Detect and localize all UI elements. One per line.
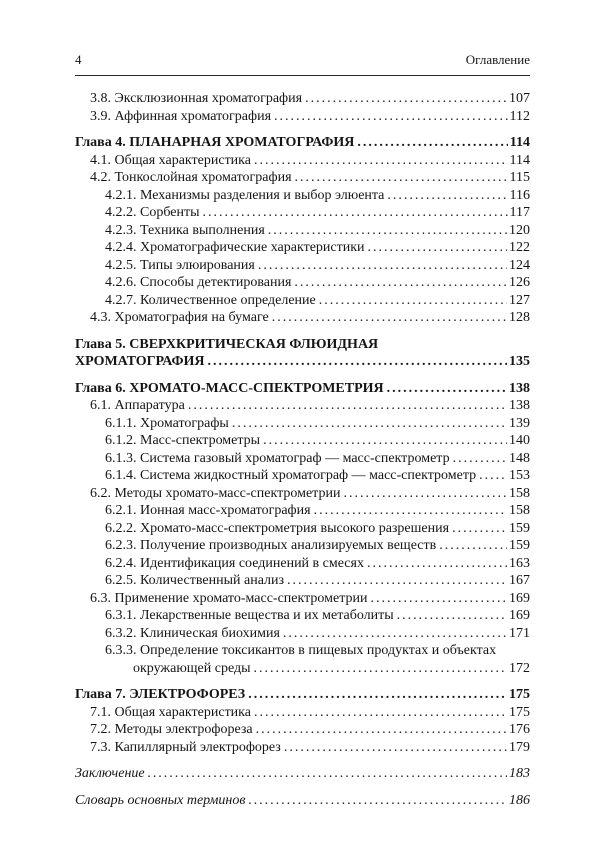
dot-leader <box>268 222 507 240</box>
dot-leader <box>283 625 507 643</box>
toc-entry-page: 127 <box>509 292 530 308</box>
toc-entry <box>75 380 530 398</box>
dot-leader <box>248 686 507 704</box>
toc-entry-label: 4.1. Общая характеристика <box>90 152 251 168</box>
toc-entry-label: 7.1. Общая характеристика <box>90 704 251 720</box>
toc-entry <box>75 292 530 310</box>
dot-leader <box>367 555 507 573</box>
toc-entry-label: 6.3. Применение хромато-масс-спектрометрии <box>90 590 368 606</box>
toc-entry-label: 4.2.5. Типы элюирования <box>105 257 255 273</box>
toc-entry-label: 6.1.1. Хроматографы <box>105 415 229 431</box>
toc-entry-page: 128 <box>509 310 530 325</box>
dot-leader <box>305 90 507 108</box>
dot-leader <box>203 204 508 222</box>
toc-entry <box>75 108 530 126</box>
toc-entry <box>75 660 530 678</box>
dot-leader <box>387 187 507 205</box>
toc-entry-page: 169 <box>509 608 530 623</box>
dot-leader <box>188 397 507 415</box>
toc-entry-label: 4.2. Тонкослойная хроматография <box>90 170 292 185</box>
toc-entry-page: 115 <box>509 170 530 185</box>
toc-entry-label: 7.3. Капиллярный электрофорез <box>90 739 281 755</box>
toc-entry-label: 6.3.1. Лекарственные вещества и их метаболиты <box>105 608 394 623</box>
toc-entry <box>75 625 530 643</box>
toc-entry-label: 3.9. Аффинная хроматография <box>90 108 272 124</box>
toc-entry <box>75 765 530 783</box>
toc-entry-page: 175 <box>509 704 530 720</box>
dot-leader <box>254 152 508 170</box>
dot-leader <box>453 450 507 468</box>
toc-entry-label: 6.1.3. Система газовый хроматограф — масс-спектрометр <box>105 450 450 466</box>
toc-entry-label: Глава 5. СВЕРХКРИТИЧЕСКАЯ ФЛЮИДНАЯ <box>75 336 379 352</box>
toc-entry-page: 176 <box>509 722 530 737</box>
toc-entry <box>75 336 530 354</box>
dot-leader <box>368 239 507 257</box>
dot-leader <box>256 721 507 739</box>
toc-entry <box>75 222 530 240</box>
toc-entry-label: окружающей среды <box>133 660 251 676</box>
toc-entry-page: 148 <box>509 450 530 466</box>
toc-entry-page: 124 <box>509 257 530 273</box>
toc-entry <box>75 450 530 468</box>
dot-leader <box>232 415 507 433</box>
toc-entry <box>75 239 530 257</box>
toc-entry-page: 169 <box>509 590 530 606</box>
toc-entry-label: 6.1.4. Система жидкостный хроматограф — масс-спектрометр <box>105 468 477 483</box>
toc-entry <box>75 704 530 722</box>
toc-entry <box>75 152 530 170</box>
toc-entry-page: 112 <box>509 108 530 124</box>
toc-entry-label: Глава 4. ПЛАНАРНАЯ ХРОМАТОГРАФИЯ <box>75 135 355 150</box>
toc-entry-label: 6.1. Аппаратура <box>90 398 185 413</box>
page-header <box>75 52 530 76</box>
dot-leader <box>319 292 507 310</box>
toc-entry-page: 159 <box>509 520 530 536</box>
toc-entry-page: 163 <box>509 555 530 571</box>
dot-leader <box>148 765 507 783</box>
running-head: Оглавление <box>465 52 530 67</box>
dot-leader <box>284 739 507 757</box>
toc-entry-label: 6.2.3. Получение производных анализируемых веществ <box>105 538 437 553</box>
dot-leader <box>357 134 507 152</box>
toc-entry-label: Глава 6. ХРОМАТО-МАСС-СПЕКТРОМЕТРИЯ <box>75 380 384 396</box>
toc-entry-label: 4.3. Хроматография на бумаге <box>90 310 269 325</box>
toc-entry <box>75 792 530 810</box>
toc-entry <box>75 204 530 222</box>
toc-entry-page: 135 <box>509 354 530 369</box>
toc-entry-page: 153 <box>509 468 530 483</box>
toc-entry <box>75 397 530 415</box>
toc-entry-page: 183 <box>509 766 530 781</box>
toc-entry-page: 140 <box>509 433 530 448</box>
toc-entry <box>75 520 530 538</box>
toc-entry-label: 6.2.5. Количественный анализ <box>105 573 285 588</box>
toc-entry-page: 126 <box>509 275 530 290</box>
dot-leader <box>208 353 507 371</box>
toc-entry <box>75 721 530 739</box>
toc-entry-label: 6.1.2. Масс-спектрометры <box>105 433 261 448</box>
dot-leader <box>248 792 507 810</box>
dot-leader <box>295 169 508 187</box>
toc-entry <box>75 432 530 450</box>
toc-entry-label: 6.2.4. Идентификация соединений в смесях <box>105 555 364 571</box>
toc-list <box>75 90 530 809</box>
dot-leader <box>254 660 507 678</box>
page-number: 4 <box>75 52 82 67</box>
toc-entry-page: 107 <box>509 91 530 106</box>
toc-entry-page: 158 <box>509 485 530 501</box>
dot-leader <box>254 704 507 722</box>
dot-leader <box>439 537 507 555</box>
dot-leader <box>258 257 507 275</box>
dot-leader <box>452 520 507 538</box>
dot-leader <box>263 432 507 450</box>
dot-leader <box>397 607 507 625</box>
toc-entry-page: 116 <box>509 187 530 203</box>
toc-entry <box>75 537 530 555</box>
toc-entry-label: 6.2. Методы хромато-масс-спектрометрии <box>90 485 341 501</box>
toc-entry-page: 138 <box>509 398 530 413</box>
toc-entry-label: 6.2.2. Хромато-масс-спектрометрия высокого разрешения <box>105 520 450 536</box>
toc-entry <box>75 187 530 205</box>
toc-entry-label: 4.2.4. Хроматографические характеристики <box>105 240 365 255</box>
toc-entry-label: 3.8. Эксклюзионная хроматография <box>90 91 303 106</box>
toc-entry-label: 4.2.7. Количественное определение <box>105 292 316 308</box>
toc-entry <box>75 134 530 152</box>
toc-entry-label: 4.2.6. Способы детектирования <box>105 275 292 290</box>
toc-entry <box>75 555 530 573</box>
toc-entry <box>75 485 530 503</box>
toc-entry <box>75 467 530 485</box>
toc-entry-page: 171 <box>509 625 530 641</box>
toc-entry <box>75 590 530 608</box>
toc-entry-page: 114 <box>509 152 530 168</box>
toc-entry-page: 117 <box>509 205 530 220</box>
toc-entry-page: 114 <box>509 135 530 150</box>
toc-entry-page: 138 <box>509 380 530 396</box>
toc-entry <box>75 274 530 292</box>
dot-leader <box>387 380 507 398</box>
toc-entry-label: Заключение <box>75 766 145 781</box>
toc-entry <box>75 169 530 187</box>
toc-entry-label: 4.2.2. Сорбенты <box>105 205 200 220</box>
toc-entry-label: 6.3.3. Определение токсикантов в пищевых продуктах и объектах <box>105 643 497 658</box>
toc-entry <box>75 642 530 660</box>
toc-entry <box>75 309 530 327</box>
toc-entry-page: 120 <box>509 222 530 238</box>
toc-entry <box>75 353 530 371</box>
toc-entry-page: 172 <box>509 660 530 676</box>
dot-leader <box>343 485 507 503</box>
toc-entry <box>75 607 530 625</box>
toc-entry <box>75 90 530 108</box>
dot-leader <box>287 572 507 590</box>
toc-entry-label: 4.2.1. Механизмы разделения и выбор элюента <box>105 187 385 203</box>
dot-leader <box>274 108 508 126</box>
toc-entry-page: 167 <box>509 573 530 588</box>
toc-entry-page: 159 <box>509 538 530 553</box>
dot-leader <box>272 309 507 327</box>
toc-entry-page: 179 <box>509 739 530 755</box>
toc-entry-label: 7.2. Методы электрофореза <box>90 722 253 737</box>
toc-entry <box>75 739 530 757</box>
toc-entry <box>75 257 530 275</box>
toc-entry <box>75 572 530 590</box>
toc-entry <box>75 502 530 520</box>
toc-entry <box>75 415 530 433</box>
toc-entry-label: 6.2.1. Ионная масс-хроматография <box>105 503 311 518</box>
toc-entry-label: ХРОМАТОГРАФИЯ <box>75 354 205 369</box>
dot-leader <box>314 502 507 520</box>
dot-leader <box>294 274 507 292</box>
toc-entry-label: Словарь основных терминов <box>75 792 246 808</box>
toc-entry-label: 6.3.2. Клиническая биохимия <box>105 625 280 641</box>
toc-entry-page: 186 <box>509 792 530 808</box>
dot-leader <box>479 467 507 485</box>
toc-entry <box>75 686 530 704</box>
dot-leader <box>371 590 508 608</box>
toc-entry-label: Глава 7. ЭЛЕКТРОФОРЕЗ <box>75 687 246 702</box>
toc-entry-page: 139 <box>509 415 530 431</box>
toc-entry-page: 175 <box>509 687 530 702</box>
toc-entry-page: 122 <box>509 240 530 255</box>
toc-entry-label: 4.2.3. Техника выполнения <box>105 222 265 238</box>
toc-entry-page: 158 <box>509 503 530 518</box>
